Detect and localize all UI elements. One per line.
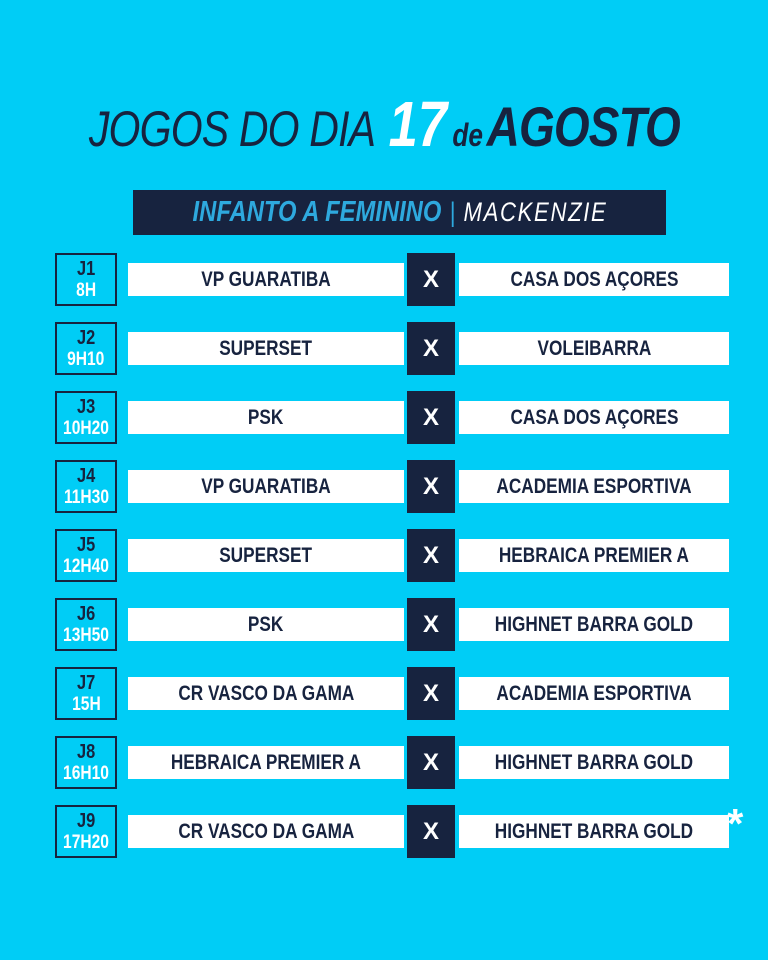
game-row <box>0 736 768 789</box>
versus-badge <box>407 460 455 513</box>
game-id: J9 <box>76 810 96 832</box>
game-row <box>0 253 768 306</box>
game-badge <box>55 322 117 375</box>
game-row <box>0 598 768 651</box>
home-team-label: HEBRAICA PREMIER A <box>170 750 362 774</box>
versus-label: X <box>422 403 439 431</box>
versus-label: X <box>422 334 439 362</box>
away-team-bar <box>459 332 729 365</box>
game-row <box>0 667 768 720</box>
away-team-bar <box>459 746 729 779</box>
home-team-bar <box>128 401 404 434</box>
away-team-bar <box>459 608 729 641</box>
home-team-bar <box>128 746 404 779</box>
versus-label: X <box>422 265 439 293</box>
home-team-label: VP GUARATIBA <box>201 474 331 498</box>
versus-badge <box>407 253 455 306</box>
game-row <box>0 322 768 375</box>
game-row <box>0 529 768 582</box>
versus-label: X <box>422 679 439 707</box>
versus-badge <box>407 598 455 651</box>
versus-badge <box>407 736 455 789</box>
games-list <box>0 253 768 858</box>
versus-badge <box>407 667 455 720</box>
game-row <box>0 800 768 858</box>
away-team-bar <box>459 815 729 848</box>
title-text: JOGOS DO DIA <box>88 101 375 157</box>
game-id: J2 <box>76 327 96 349</box>
away-team-label: ACADEMIA ESPORTIVA <box>496 474 692 498</box>
home-team-label: SUPERSET <box>219 336 313 360</box>
away-team-label: HIGHNET BARRA GOLD <box>494 612 694 636</box>
away-team-label: CASA DOS AÇORES <box>509 267 679 291</box>
title-day: 17 <box>388 88 447 160</box>
away-team-label: ACADEMIA ESPORTIVA <box>496 681 692 705</box>
versus-label: X <box>422 472 439 500</box>
page-title <box>0 84 768 170</box>
game-badge <box>55 667 117 720</box>
away-team-bar <box>459 677 729 710</box>
game-id: J6 <box>76 603 96 625</box>
versus-badge <box>407 391 455 444</box>
home-team-bar <box>128 470 404 503</box>
away-team-label: HEBRAICA PREMIER A <box>498 543 690 567</box>
game-time: 11H30 <box>63 487 109 508</box>
home-team-bar <box>128 677 404 710</box>
game-time: 16H10 <box>63 763 109 784</box>
away-team-bar <box>459 263 729 296</box>
game-badge <box>55 736 117 789</box>
game-time: 13H50 <box>63 625 109 646</box>
home-team-label: CR VASCO DA GAMA <box>177 681 355 705</box>
game-badge <box>55 391 117 444</box>
game-time: 9H10 <box>67 349 105 370</box>
versus-badge <box>407 529 455 582</box>
home-team-bar <box>128 815 404 848</box>
home-team-bar <box>128 263 404 296</box>
title-month: AGOSTO <box>486 95 680 158</box>
category-label: INFANTO A FEMININO <box>192 196 441 228</box>
game-badge <box>55 460 117 513</box>
away-team-label: CASA DOS AÇORES <box>509 405 679 429</box>
away-team-label: HIGHNET BARRA GOLD <box>494 819 694 843</box>
game-badge <box>55 529 117 582</box>
game-time: 8H <box>76 280 96 301</box>
game-id: J5 <box>76 534 96 556</box>
away-team-bar <box>459 470 729 503</box>
game-id: J7 <box>76 672 96 694</box>
home-team-label: SUPERSET <box>219 543 313 567</box>
footnote-asterisk: * <box>727 800 744 847</box>
versus-badge <box>407 805 455 858</box>
game-time: 15H <box>71 694 101 715</box>
game-badge <box>55 598 117 651</box>
home-team-label: VP GUARATIBA <box>201 267 331 291</box>
game-id: J8 <box>76 741 96 763</box>
home-team-bar <box>128 608 404 641</box>
away-team-bar <box>459 401 729 434</box>
category-separator: | <box>449 197 455 227</box>
game-badge <box>55 253 117 306</box>
home-team-bar <box>128 332 404 365</box>
game-time: 12H40 <box>63 556 109 577</box>
versus-badge <box>407 322 455 375</box>
away-team-bar <box>459 539 729 572</box>
game-time: 17H20 <box>63 832 109 853</box>
game-row <box>0 460 768 513</box>
game-id: J3 <box>76 396 96 418</box>
away-team-label: HIGHNET BARRA GOLD <box>494 750 694 774</box>
home-team-label: PSK <box>248 405 284 429</box>
home-team-label: CR VASCO DA GAMA <box>177 819 355 843</box>
versus-label: X <box>422 748 439 776</box>
versus-label: X <box>422 610 439 638</box>
game-id: J4 <box>76 465 96 487</box>
versus-label: X <box>422 541 439 569</box>
venue-label: MACKENZIE <box>463 197 607 227</box>
home-team-bar <box>128 539 404 572</box>
category-banner <box>133 190 666 235</box>
versus-label: X <box>422 817 439 845</box>
game-row <box>0 391 768 444</box>
game-time: 10H20 <box>63 418 109 439</box>
away-team-label: VOLEIBARRA <box>537 336 651 360</box>
game-id: J1 <box>76 258 96 280</box>
game-badge <box>55 805 117 858</box>
home-team-label: PSK <box>248 612 284 636</box>
title-connector: de <box>451 117 483 153</box>
